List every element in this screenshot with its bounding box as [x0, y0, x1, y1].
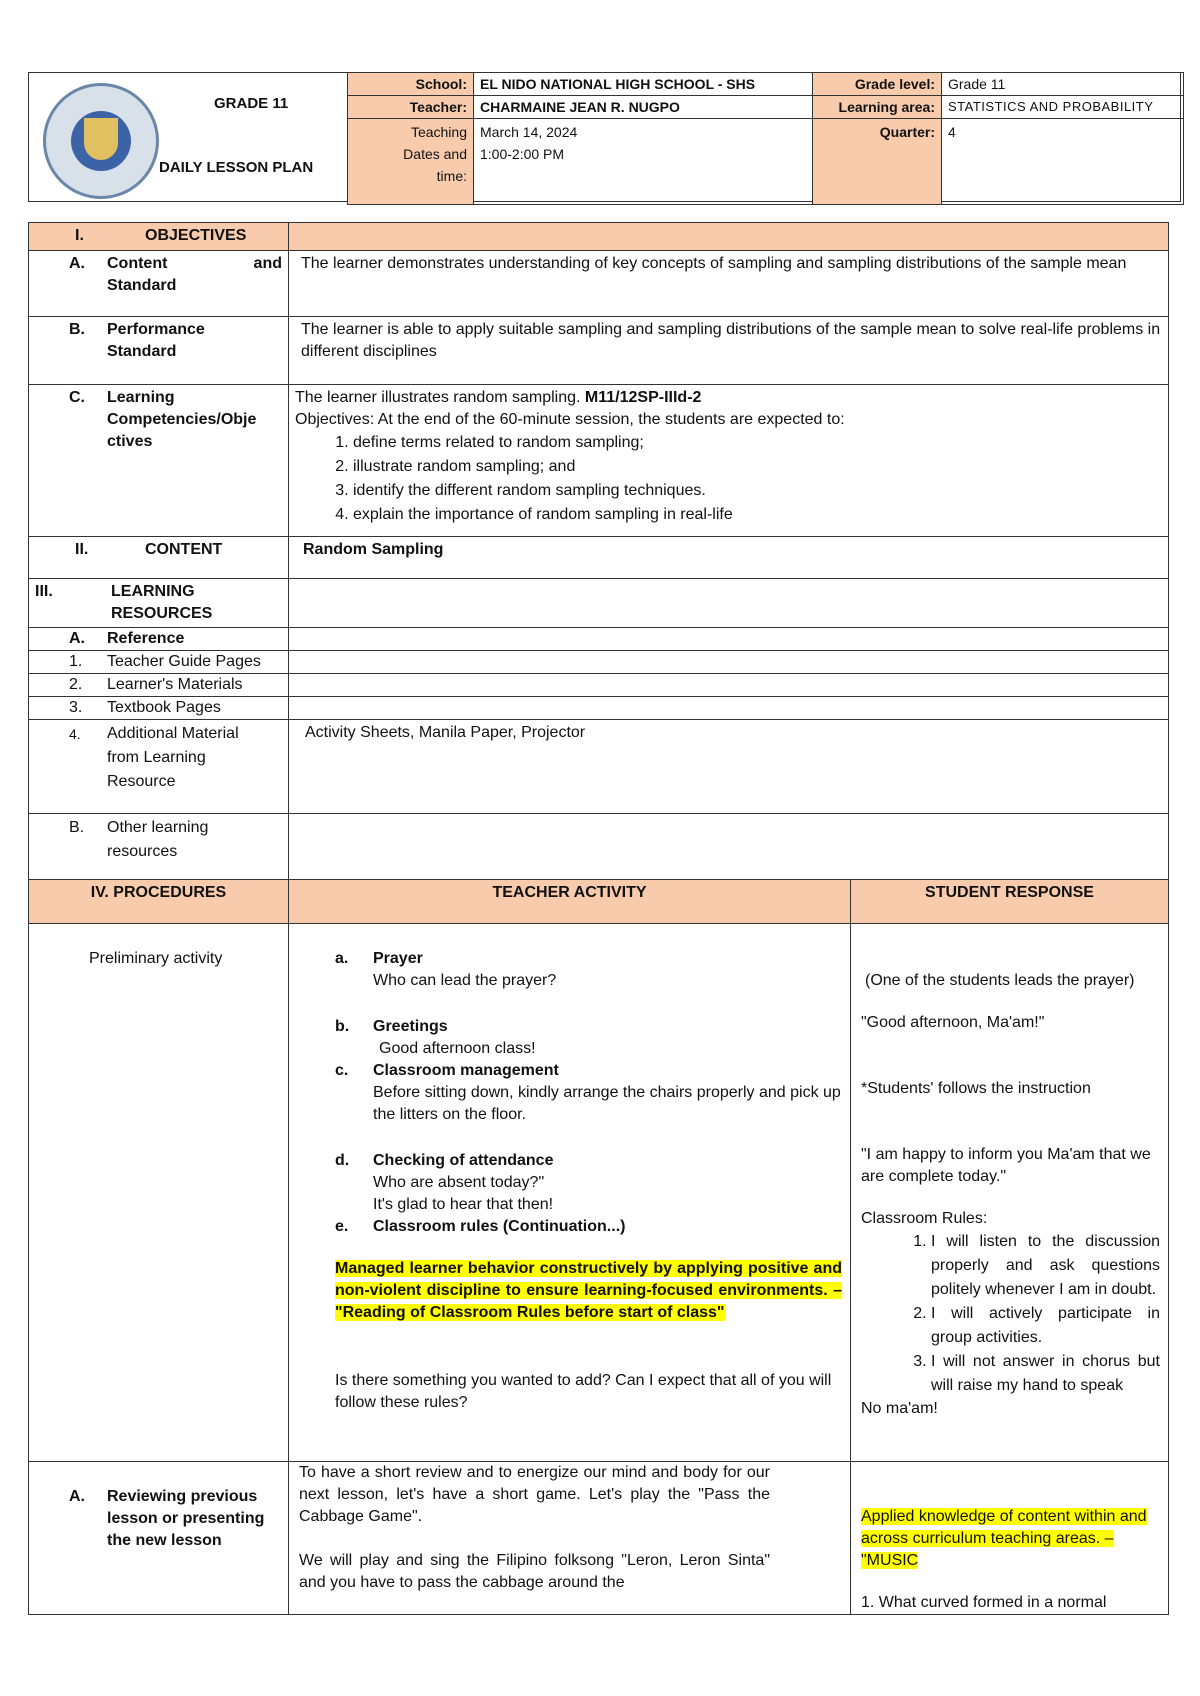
rule-item: 2. I will actively participate in group activities.: [931, 1302, 1160, 1350]
resources-label: [29, 579, 289, 628]
learning-area-label: Learning area:: [813, 96, 942, 119]
comp-label-1: Learning: [107, 389, 175, 406]
school-value: EL NIDO NATIONAL HIGH SCHOOL - SHS: [474, 73, 813, 96]
content-num: II.: [75, 541, 89, 558]
prayer-title: Prayer: [373, 950, 423, 967]
prayer-text: Who can lead the prayer?: [373, 972, 557, 989]
greetings-response: "Good afternoon, Ma'am!": [861, 1014, 1045, 1031]
rules-item: [335, 1216, 842, 1238]
rules-question: Is there something you wanted to add? Can I expect that all of you will follow these rules?: [335, 1372, 832, 1411]
dates-label: [348, 119, 474, 205]
lesson-plan-table: [28, 222, 1169, 1615]
rules-letter: e.: [335, 1218, 349, 1235]
review-highlight-text: Applied knowledge of content within and across curriculum teaching areas. – "MUSIC: [861, 1508, 1147, 1569]
resources-blank: [289, 579, 1169, 628]
additional-material-line1: Additional Material: [107, 725, 239, 742]
comp-label-3: ctives: [107, 433, 153, 450]
school-label: School:: [348, 73, 474, 96]
grade-title: GRADE 11: [214, 95, 289, 112]
attendance-letter: d.: [335, 1152, 350, 1169]
attendance-item: [335, 1150, 842, 1216]
management-letter: c.: [335, 1062, 349, 1079]
textbook-pages-label: [29, 697, 289, 720]
teacher-guide-num: 1.: [69, 653, 83, 670]
greetings-title: Greetings: [373, 1018, 448, 1035]
rules-response-title: Classroom Rules:: [861, 1210, 988, 1227]
teacher-guide-text: Teacher Guide Pages: [107, 653, 261, 670]
other-resources-label: [29, 814, 289, 880]
learners-materials-text: Learner's Materials: [107, 676, 243, 693]
resources-num: III.: [35, 583, 53, 600]
additional-material-value: Activity Sheets, Manila Paper, Projector: [289, 720, 1169, 814]
header-info-table: [347, 72, 1184, 205]
performance-standard-label: [29, 317, 289, 385]
prayer-letter: a.: [335, 950, 349, 967]
review-label: [29, 1462, 289, 1615]
perf-std-letter: B.: [69, 321, 85, 338]
preliminary-text: Preliminary activity: [89, 950, 223, 967]
teacher-activities: [289, 924, 851, 1462]
competencies-text: [289, 385, 1169, 537]
content-label: [29, 537, 289, 579]
date-value: March 14, 2024: [480, 124, 578, 140]
dates-value: [474, 119, 813, 205]
prayer-item: [335, 948, 842, 992]
additional-material-label: [29, 720, 289, 814]
content-title: CONTENT: [145, 541, 223, 558]
rules-response-list: [861, 1230, 1160, 1398]
review-letter: A.: [69, 1488, 85, 1505]
grade-level-label: Grade level:: [813, 73, 942, 96]
comp-objective-list: [295, 431, 1162, 527]
review-response: 1. What curved formed in a normal: [861, 1594, 1107, 1611]
grade-level-value: Grade 11: [942, 73, 1184, 96]
rule-item: 1. I will listen to the discussion properly and ask questions politely whenever I am in doubt.: [931, 1230, 1160, 1302]
management-item: [335, 1060, 842, 1126]
dates-label-line2: Dates and: [403, 146, 467, 162]
student-responses: [851, 924, 1169, 1462]
resources-label-2: RESOURCES: [111, 605, 213, 622]
attendance-title: Checking of attendance: [373, 1152, 554, 1169]
rules-response: No ma'am!: [861, 1400, 938, 1417]
attendance-text-1: Who are absent today?": [373, 1174, 545, 1191]
additional-material-num: 4.: [69, 726, 81, 742]
greetings-letter: b.: [335, 1018, 350, 1035]
textbook-pages-blank: [289, 697, 1169, 720]
attendance-text-2: It's glad to hear that then!: [373, 1196, 554, 1213]
other-resources-blank: [289, 814, 1169, 880]
objectives-num: I.: [75, 227, 84, 244]
quarter-value: 4: [942, 119, 1184, 205]
perf-std-label-2: Standard: [107, 343, 177, 360]
rule-item: 3. I will not answer in chorus but will raise my hand to speak: [931, 1350, 1160, 1398]
content-std-letter: A.: [69, 255, 85, 272]
teacher-label: Teacher:: [348, 96, 474, 119]
other-resources-line2: resources: [107, 843, 178, 860]
comp-objectives-intro: Objectives: At the end of the 60-minute session, the students are expected to:: [295, 411, 845, 428]
objectives-header: [29, 223, 289, 251]
other-resources-line1: Other learning: [107, 819, 209, 836]
comp-objective-item: 1. define terms related to random sampling;: [353, 431, 1162, 455]
management-response: *Students' follows the instruction: [861, 1080, 1091, 1097]
review-text-1: To have a short review and to energize our mind and body for our next lesson, let's have a short game. Let's play the "Pass the Cabbage Game".: [299, 1464, 770, 1525]
preliminary-label: [29, 924, 289, 1462]
review-student: [851, 1462, 1169, 1615]
comp-objective-item: 2. illustrate random sampling; and: [353, 455, 1162, 479]
attendance-response: "I am happy to inform you Ma'am that we are complete today.": [861, 1146, 1151, 1185]
content-standard-label: [29, 251, 289, 317]
procedures-header: IV. PROCEDURES: [29, 880, 289, 924]
content-std-label-2: Standard: [107, 277, 177, 294]
header-block: [28, 72, 1181, 202]
textbook-pages-num: 3.: [69, 699, 83, 716]
dates-label-line3: time:: [436, 168, 467, 184]
learners-materials-blank: [289, 674, 1169, 697]
comp-letter: C.: [69, 389, 85, 406]
perf-std-label-1: Performance: [107, 321, 205, 338]
teacher-value: CHARMAINE JEAN R. NUGPO: [474, 96, 813, 119]
comp-objective-item: 3. identify the different random sampling techniques.: [353, 479, 1162, 503]
content-std-label-and: and: [253, 255, 282, 272]
greetings-text: Good afternoon class!: [379, 1040, 536, 1057]
rules-highlight: [335, 1258, 842, 1324]
content-std-label-1: Content: [107, 255, 168, 272]
prayer-response: (One of the students leads the prayer): [865, 972, 1135, 989]
performance-standard-text: The learner is able to apply suitable sampling and sampling distributions of the sample mean to solve real-life problems in different disciplines: [289, 317, 1169, 385]
textbook-pages-text: Textbook Pages: [107, 699, 221, 716]
learners-materials-num: 2.: [69, 676, 83, 693]
content-value: Random Sampling: [289, 537, 1169, 579]
reference-label: [29, 628, 289, 651]
quarter-label: Quarter:: [813, 119, 942, 205]
other-resources-letter: B.: [69, 819, 85, 836]
teacher-guide-blank: [289, 651, 1169, 674]
rules-title: Classroom rules (Continuation...): [373, 1218, 626, 1235]
objectives-header-blank: [289, 223, 1169, 251]
resources-label-1: LEARNING: [111, 583, 195, 600]
reference-blank: [289, 628, 1169, 651]
time-value: 1:00-2:00 PM: [480, 146, 565, 162]
review-label-text: Reviewing previous lesson or presenting the new lesson: [107, 1488, 265, 1549]
greetings-item: [335, 1016, 842, 1060]
comp-label-2: Competencies/Obje: [107, 411, 257, 428]
teacher-activity-header: TEACHER ACTIVITY: [289, 880, 851, 924]
comp-objective-item: 4. explain the importance of random sampling in real-life: [353, 503, 1162, 527]
rules-highlight-text: Managed learner behavior constructively by applying positive and non-violent discipline to ensure learning-focused environments. – "Reading of Classroom Rules before start of class": [335, 1260, 842, 1321]
comp-code: M11/12SP-IIId-2: [584, 389, 702, 406]
dates-label-line1: Teaching: [410, 124, 467, 140]
management-text: Before sitting down, kindly arrange the chairs properly and pick up the litters on the floor.: [373, 1084, 841, 1123]
reference-text: Reference: [107, 630, 185, 647]
review-highlight: [861, 1506, 1160, 1572]
competencies-label: [29, 385, 289, 537]
reference-letter: A.: [69, 630, 85, 647]
management-title: Classroom management: [373, 1062, 559, 1079]
learners-materials-label: [29, 674, 289, 697]
review-text-2: We will play and sing the Filipino folksong "Leron, Leron Sinta" and you have to pass the cabbage around the: [299, 1552, 770, 1591]
objectives-title: OBJECTIVES: [145, 227, 247, 244]
content-standard-text: The learner demonstrates understanding of key concepts of sampling and sampling distributions of the sample mean: [289, 251, 1169, 317]
review-teacher: [289, 1462, 851, 1615]
learning-area-value: STATISTICS AND PROBABILITY: [942, 96, 1184, 119]
teacher-guide-label: [29, 651, 289, 674]
additional-material-line3: Resource: [107, 773, 176, 790]
additional-material-line2: from Learning: [107, 749, 206, 766]
student-response-header: STUDENT RESPONSE: [851, 880, 1169, 924]
plan-title: DAILY LESSON PLAN: [159, 159, 314, 176]
deped-seal: [43, 83, 159, 199]
comp-intro: The learner illustrates random sampling.: [295, 389, 581, 406]
